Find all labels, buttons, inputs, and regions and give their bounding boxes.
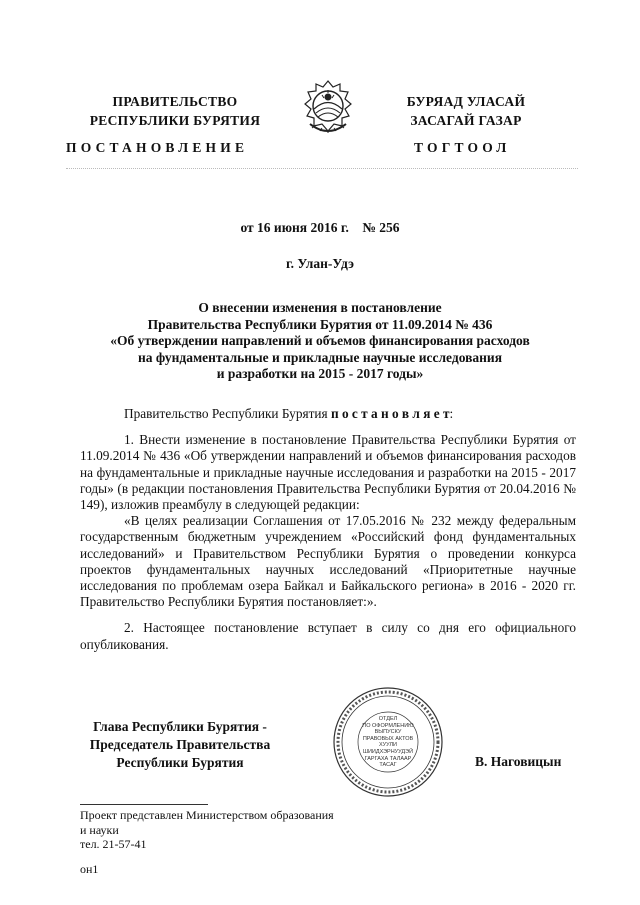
title-line: «Об утверждении направлений и объемов финансирования расходов <box>110 333 530 348</box>
date-number: от 16 июня 2016 г. № 256 <box>240 220 400 235</box>
paragraph-1: 1. Внести изменение в постановление Правительства Республики Бурятия от 11.09.2014 № 436 «Об утверждении направлений и объемов финансирования расходов на фундаментальные и прикладные научные исследования и разработки на 2015 - 2017 годы» (в редакции постановления Правительства Республики Бурятия от 20.04.2016 № 149), изложив преамбулу в следующей редакции: <box>80 432 576 513</box>
signatory-name: В. Наговицын <box>475 754 562 769</box>
paragraph-2: «В целях реализации Соглашения от 17.05.2016 № 232 между федеральным государственным бюджетным учреждением «Российский фонд фундаментальных исследований» и Правительством Республики Бурятия о проведении конкурса проектов фундаментальных научных исследований «Приоритетные научные исследования по проблемам озера Байкал и Байкальского региона» в 2016 - 2020 гг. Правительство Республики Бурятия постановляет:». <box>80 513 576 610</box>
paragraph-3: 2. Настоящее постановление вступает в силу со дня его официального опубликования. <box>80 620 576 652</box>
header-divider <box>66 168 578 169</box>
position-line2: Председатель Правительства <box>89 737 271 752</box>
header-left-line2: РЕСПУБЛИКИ БУРЯТИЯ <box>89 113 261 128</box>
stamp-text: ОТДЕЛ ПО ОФОРМЛЕНИЮ ВЫПУСКУ ПРАВОВЫХ АКТОВ ХУУЛИ ШИИДХЭРНУУДЭЙ ГАРГАХА ТАЛААР ТАСАГ <box>362 716 414 769</box>
official-stamp <box>332 686 444 798</box>
title-line: Правительства Республики Бурятия от 11.09.2014 № 436 <box>147 316 493 332</box>
footer-note <box>80 808 400 852</box>
footer-code: он1 <box>80 862 99 876</box>
coat-of-arms-icon <box>300 78 356 140</box>
footer-line2: и науки <box>80 822 119 837</box>
header-right-block <box>366 92 566 130</box>
position-line3: Республики Бурятия <box>116 755 244 770</box>
header-left-doc-type: ПОСТАНОВЛЕНИЕ <box>66 140 249 155</box>
city: г. Улан-Удэ <box>286 256 354 271</box>
header-left-block <box>60 92 290 130</box>
preamble-emphasis: п о с т а н о в л я е т <box>330 406 450 421</box>
preamble <box>80 406 576 422</box>
document-title <box>60 300 580 383</box>
title-line: и разработки на 2015 - 2017 годы» <box>216 366 424 381</box>
preamble-prefix: Правительство Республики Бурятия <box>124 406 331 421</box>
header-right-line1: БУРЯАД УЛАСАЙ <box>406 94 526 109</box>
footer-divider <box>80 804 208 805</box>
header-right-doc-type: ТОГТООЛ <box>414 140 511 155</box>
header-left-line1: ПРАВИТЕЛЬСТВО <box>112 94 238 109</box>
signature-position <box>64 718 296 772</box>
footer-line3: тел. 21-57-41 <box>80 837 147 851</box>
footer-line1: Проект представлен Министерством образования <box>80 808 334 822</box>
title-line: на фундаментальные и прикладные научные исследования <box>137 349 503 365</box>
document-body <box>80 406 576 653</box>
header-right-line2: ЗАСАГАЙ ГАЗАР <box>410 113 522 128</box>
position-line1: Глава Республики Бурятия - <box>93 719 267 734</box>
title-line: О внесении изменения в постановление <box>198 300 442 315</box>
preamble-suffix: : <box>449 406 454 421</box>
